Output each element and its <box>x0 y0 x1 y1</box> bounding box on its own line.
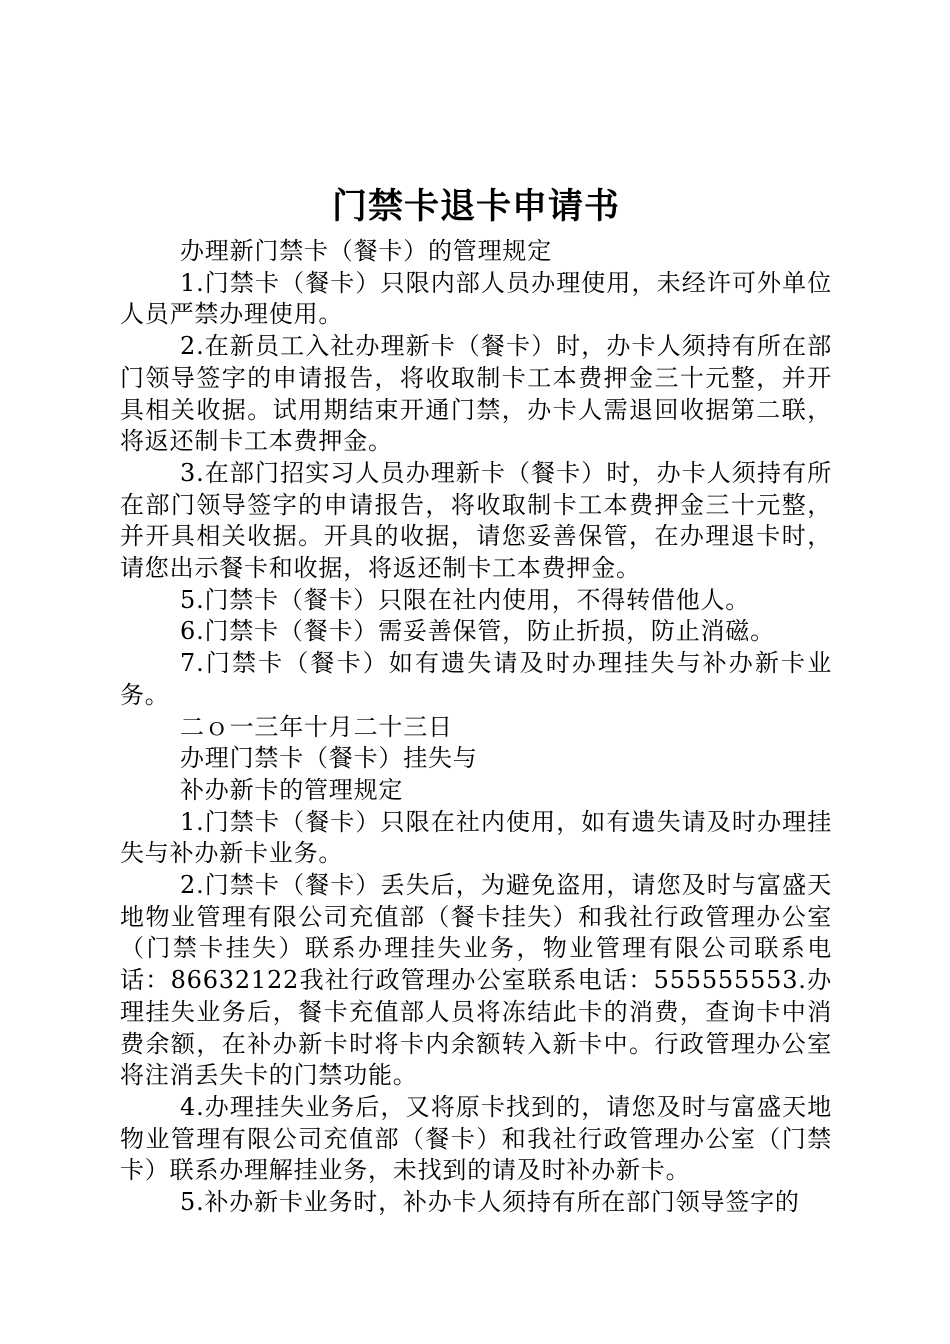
paragraph: 7.门禁卡（餐卡）如有遗失请及时办理挂失与补办新卡业务。 <box>120 649 832 709</box>
paragraph: 1.门禁卡（餐卡）只限在社内使用，如有遗失请及时办理挂失与补办新卡业务。 <box>120 807 832 868</box>
paragraph: 5.补办新卡业务时，补办卡人须持有所在部门领导签字的 <box>180 1188 800 1217</box>
paragraph: 5.门禁卡（餐卡）只限在社内使用，不得转借他人。 <box>180 585 751 614</box>
document-body <box>120 236 832 1219</box>
paragraph-date: 二ｏ一三年十月二十三日 <box>180 712 453 741</box>
document-page <box>120 178 832 1219</box>
paragraph-section-heading: 办理新门禁卡（餐卡）的管理规定 <box>180 237 552 265</box>
paragraph: 6.门禁卡（餐卡）需妥善保管，防止折损，防止消磁。 <box>180 617 775 646</box>
paragraph: 3.在部门招实习人员办理新卡（餐卡）时，办卡人须持有所在部门领导签字的申请报告，将收取制卡工本费押金三十元整，并开具相关收据。开具的收据，请您妥善保管，在办理退卡时，请您出示餐卡和收据，将返还制卡工本费押金。 <box>120 458 832 583</box>
paragraph: 1.门禁卡（餐卡）只限内部人员办理使用，未经许可外单位人员严禁办理使用。 <box>120 268 832 329</box>
paragraph-section-heading: 补办新卡的管理规定 <box>180 775 404 804</box>
paragraph-section-heading: 办理门禁卡（餐卡）挂失与 <box>180 744 478 773</box>
document-title: 门禁卡退卡申请书 <box>331 187 620 227</box>
paragraph: 4.办理挂失业务后，又将原卡找到的，请您及时与富盛天地物业管理有限公司充值部（餐卡）和我社行政管理办公室（门禁卡）联系办理解挂业务，未找到的请及时补办新卡。 <box>120 1092 832 1185</box>
paragraph: 2.在新员工入社办理新卡（餐卡）时，办卡人须持有所在部门领导签字的申请报告，将收取制卡工本费押金三十元整，并开具相关收据。试用期结束开通门禁，办卡人需退回收据第二联，将返还制卡工本费押金。 <box>120 332 832 456</box>
paragraph: 2.门禁卡（餐卡）丢失后，为避免盗用，请您及时与富盛天地物业管理有限公司充值部（餐卡挂失）和我社行政管理办公室（门禁卡挂失）联系办理挂失业务，物业管理有限公司联系电话：86632122我社行政管理办公室联系电话：555555553.办理挂失业务后，餐卡充值部人员将冻结此卡的消费，查询卡中消费余额，在补办新卡时将卡内余额转入新卡中。行政管理办公室将注消丢失卡的门禁功能。 <box>120 871 832 1090</box>
